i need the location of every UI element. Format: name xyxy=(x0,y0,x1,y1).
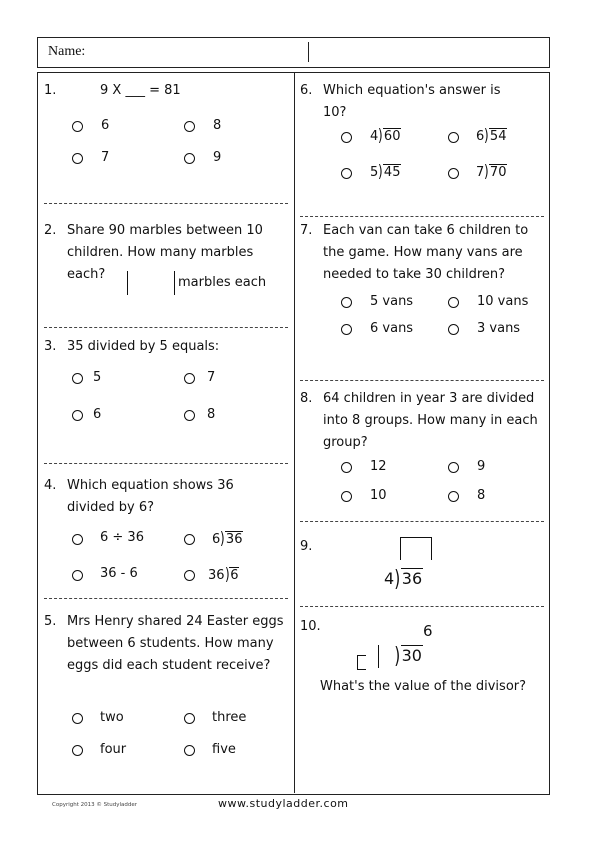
option-label: 36 - 6 xyxy=(100,566,138,581)
long-division-option xyxy=(208,565,239,585)
question-number: 4. xyxy=(44,478,57,493)
radio-option[interactable] xyxy=(184,745,195,756)
radio-option[interactable] xyxy=(72,534,83,545)
option-label: 6 xyxy=(93,407,102,422)
question-text: needed to take 30 children? xyxy=(323,267,506,282)
radio-option[interactable] xyxy=(341,491,352,502)
radio-option[interactable] xyxy=(448,491,459,502)
option-label: 9 xyxy=(213,150,222,165)
copyright-text: Copyright 2013 © Studyladder xyxy=(52,802,138,808)
option-label: 9 xyxy=(477,459,486,474)
dashed-separator xyxy=(300,380,544,381)
long-division-option xyxy=(370,162,401,182)
dashed-separator xyxy=(300,521,544,522)
division-bracket: ) xyxy=(220,529,225,549)
name-separator xyxy=(308,42,309,62)
answer-box[interactable] xyxy=(127,271,175,295)
question-number: 9. xyxy=(300,539,313,554)
dividend: 36 xyxy=(401,569,423,588)
radio-option[interactable] xyxy=(341,324,352,335)
radio-option[interactable] xyxy=(184,713,195,724)
name-label: Name: xyxy=(48,44,86,59)
question-text: group? xyxy=(323,435,368,450)
long-division-option xyxy=(476,162,507,182)
division-bracket: ) xyxy=(224,565,230,585)
radio-option[interactable] xyxy=(341,168,352,179)
radio-option[interactable] xyxy=(448,132,459,143)
dashed-separator xyxy=(44,598,288,599)
long-division-option xyxy=(212,529,243,549)
question-text: Each van can take 6 children to xyxy=(323,223,529,238)
option-label: 3 vans xyxy=(477,321,521,336)
divisor: 4 xyxy=(384,569,395,588)
long-division-option xyxy=(370,126,401,146)
option-label: 6 ÷ 36 xyxy=(100,530,144,545)
radio-option[interactable] xyxy=(184,121,195,132)
dividend: 70 xyxy=(489,165,507,180)
radio-option[interactable] xyxy=(184,153,195,164)
name-box xyxy=(37,37,550,68)
option-label: 6 vans xyxy=(370,321,414,336)
radio-option[interactable] xyxy=(448,297,459,308)
option-label: 8 xyxy=(477,488,486,503)
option-label: 10 xyxy=(370,488,387,503)
division-bracket: ) xyxy=(394,644,401,669)
option-label: 5 vans xyxy=(370,294,414,309)
radio-option[interactable] xyxy=(341,462,352,473)
question-text: 10? xyxy=(323,105,347,120)
dashed-separator xyxy=(44,203,288,204)
divisor: 6 xyxy=(476,129,485,144)
option-label: 10 vans xyxy=(477,294,529,309)
long-division-problem xyxy=(394,644,423,669)
dividend: 30 xyxy=(401,646,422,665)
question-text: the game. How many vans are xyxy=(323,245,523,260)
radio-option[interactable] xyxy=(72,410,83,421)
question-text: between 6 students. How many xyxy=(67,636,274,651)
dividend: 60 xyxy=(383,129,401,144)
question-text: 9 X ___ = 81 xyxy=(100,83,181,98)
question-text: 64 children in year 3 are divided xyxy=(323,391,535,406)
long-division-problem xyxy=(384,567,423,592)
radio-option[interactable] xyxy=(448,324,459,335)
option-label: three xyxy=(212,710,247,725)
question-number: 6. xyxy=(300,83,313,98)
option-label: 8 xyxy=(207,407,216,422)
dashed-separator xyxy=(300,606,544,607)
radio-option[interactable] xyxy=(72,570,83,581)
question-text: Which equation's answer is xyxy=(323,83,501,98)
dashed-separator xyxy=(300,216,544,217)
option-label: two xyxy=(100,710,124,725)
radio-option[interactable] xyxy=(72,373,83,384)
dashed-separator xyxy=(44,327,288,328)
radio-option[interactable] xyxy=(341,297,352,308)
quotient-answer-box[interactable] xyxy=(400,537,432,560)
divisor: 5 xyxy=(370,165,379,180)
question-text: each? xyxy=(67,267,106,282)
division-bracket: ) xyxy=(394,567,401,592)
option-label: five xyxy=(212,742,236,757)
question-text: divided by 6? xyxy=(67,500,155,515)
question-number: 1. xyxy=(44,83,57,98)
question-text: eggs did each student receive? xyxy=(67,658,271,673)
answer-unit-label: marbles each xyxy=(178,275,267,290)
question-text: Share 90 marbles between 10 xyxy=(67,223,263,238)
question-number: 5. xyxy=(44,614,57,629)
dividend: 36 xyxy=(225,532,243,547)
radio-option[interactable] xyxy=(184,410,195,421)
radio-option[interactable] xyxy=(448,462,459,473)
radio-option[interactable] xyxy=(72,713,83,724)
option-label: 8 xyxy=(213,118,222,133)
radio-option[interactable] xyxy=(341,132,352,143)
long-division-option xyxy=(476,126,507,146)
division-bracket: ) xyxy=(378,162,383,182)
radio-option[interactable] xyxy=(184,534,195,545)
option-label: 12 xyxy=(370,459,387,474)
question-text: 35 divided by 5 equals: xyxy=(67,339,220,354)
quotient: 6 xyxy=(423,622,433,640)
question-number: 2. xyxy=(44,223,57,238)
divisor: 4 xyxy=(370,129,379,144)
radio-option[interactable] xyxy=(184,570,195,581)
divisor: 6 xyxy=(212,532,221,547)
question-number: 8. xyxy=(300,391,313,406)
divisor-answer-box-edge xyxy=(378,645,379,668)
column-divider xyxy=(294,73,295,793)
question-number: 7. xyxy=(300,223,313,238)
radio-option[interactable] xyxy=(448,168,459,179)
question-text: children. How many marbles xyxy=(67,245,254,260)
radio-option[interactable] xyxy=(72,153,83,164)
option-label: 7 xyxy=(207,370,216,385)
question-text: Mrs Henry shared 24 Easter eggs xyxy=(67,614,284,629)
radio-option[interactable] xyxy=(72,121,83,132)
dividend: 45 xyxy=(383,165,401,180)
question-number: 3. xyxy=(44,339,57,354)
dashed-separator xyxy=(44,463,288,464)
question-prompt: What's the value of the divisor? xyxy=(320,679,527,694)
footer-url: www.studyladder.com xyxy=(218,797,349,810)
dividend: 54 xyxy=(489,129,507,144)
division-bracket: ) xyxy=(484,126,489,146)
question-text: Which equation shows 36 xyxy=(67,478,234,493)
option-label: 5 xyxy=(93,370,102,385)
dividend: 6 xyxy=(230,568,239,583)
option-label: 7 xyxy=(101,150,110,165)
radio-option[interactable] xyxy=(72,745,83,756)
option-label: four xyxy=(100,742,127,757)
division-bracket: ) xyxy=(484,162,489,182)
question-number: 10. xyxy=(300,619,321,634)
divisor-answer-box[interactable] xyxy=(357,655,366,670)
question-text: into 8 groups. How many in each xyxy=(323,413,538,428)
radio-option[interactable] xyxy=(184,373,195,384)
divisor: 7 xyxy=(476,165,485,180)
division-bracket: ) xyxy=(378,126,383,146)
option-label: 6 xyxy=(101,118,110,133)
divisor: 36 xyxy=(208,568,225,583)
